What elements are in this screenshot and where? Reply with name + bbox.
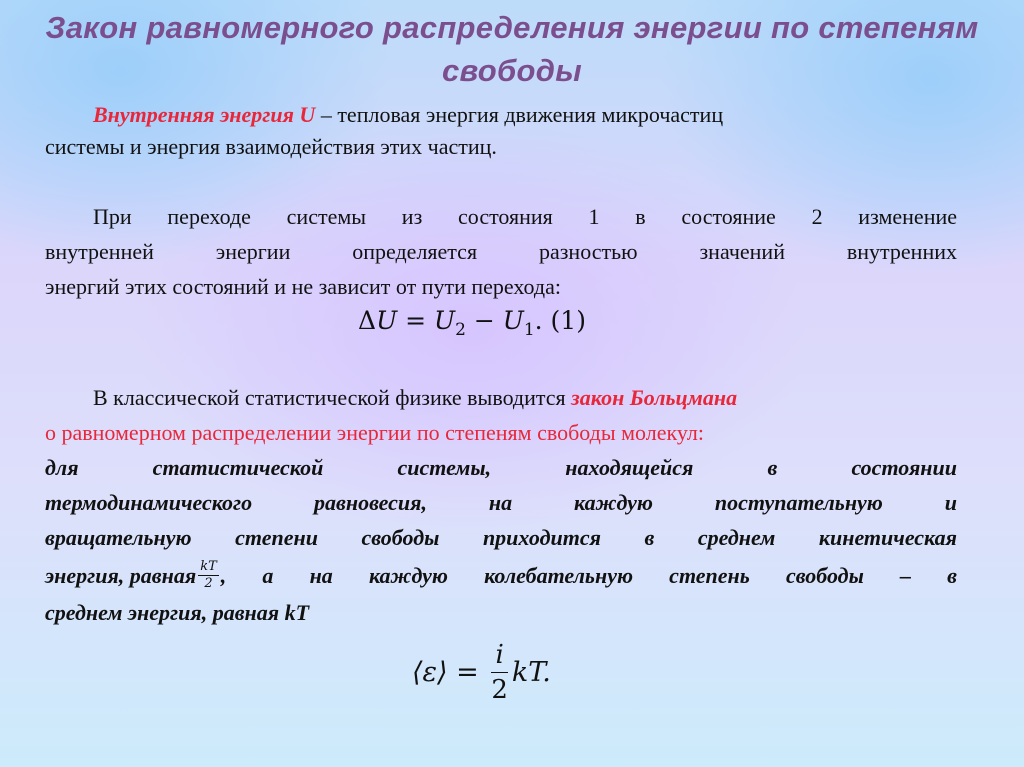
i-denominator: 2: [491, 675, 508, 705]
formula2-lhs: ⟨ε⟩: [412, 657, 448, 688]
intro-paragraph: [45, 99, 1005, 163]
i-over-2-fraction: [491, 638, 508, 707]
boltzmann-law-term: закон Больцмана: [571, 385, 738, 410]
boltzmann-paragraph: [45, 380, 957, 630]
formula-internal-energy-change: [358, 306, 586, 340]
boltzmann-line2: о равномерном распределении энергии по степеням свободы молекул:: [45, 420, 705, 445]
i-numerator: i: [491, 638, 508, 673]
formula1-sub1: 1: [523, 320, 535, 340]
slide-title: Закон равномерного распределения энергии по степеням свободы: [45, 10, 979, 88]
boltzmann-line3: для статистической системы, находящейся в состоянии: [45, 455, 957, 480]
formula1-minus: −: [465, 306, 503, 335]
formula2-rhs: kT.: [511, 657, 551, 688]
boltzmann-line1: В классической статистической физике выводится: [93, 385, 572, 410]
formula1-delta: Δ: [358, 306, 377, 335]
kt-over-2-fraction: [198, 559, 219, 592]
transition-paragraph: [45, 199, 957, 304]
formula1-number: . (1): [534, 306, 586, 335]
boltzmann-line6-b: , а на каждую колебательную степень свободы – в: [220, 562, 957, 588]
formula1-U: U: [376, 306, 398, 335]
internal-energy-term: Внутренняя энергия U: [93, 102, 316, 127]
intro-line1-rest: – тепловая энергия движения микрочастиц: [315, 102, 724, 127]
intro-line2: системы и энергия взаимодействия этих частиц.: [45, 134, 497, 159]
formula-mean-energy: [412, 638, 551, 707]
formula1-eq: =: [397, 306, 434, 335]
boltzmann-line6: [45, 555, 957, 595]
boltzmann-line5: вращательную степени свободы приходится в среднем кинетическая: [45, 525, 957, 550]
kt-numerator: kT: [200, 558, 217, 574]
formula1-U2: U: [433, 306, 456, 335]
transition-line1: При переходе системы из состояния 1 в состояние 2 изменение: [93, 204, 957, 229]
boltzmann-line7: среднем энергия, равная kT: [45, 600, 310, 625]
boltzmann-line6-a: энергия, равная: [45, 562, 197, 588]
boltzmann-line4: термодинамического равновесия, на каждую поступательную и: [45, 490, 957, 515]
transition-line3: энергий этих состояний и не зависит от пути перехода:: [45, 274, 561, 299]
formula1-sub2: 2: [455, 320, 466, 340]
formula1-U1: U: [502, 306, 524, 335]
kt-denominator: 2: [204, 575, 213, 591]
formula2-eq: =: [447, 657, 488, 688]
transition-line2: внутренней энергии определяется разностью значений внутренних: [45, 239, 957, 264]
